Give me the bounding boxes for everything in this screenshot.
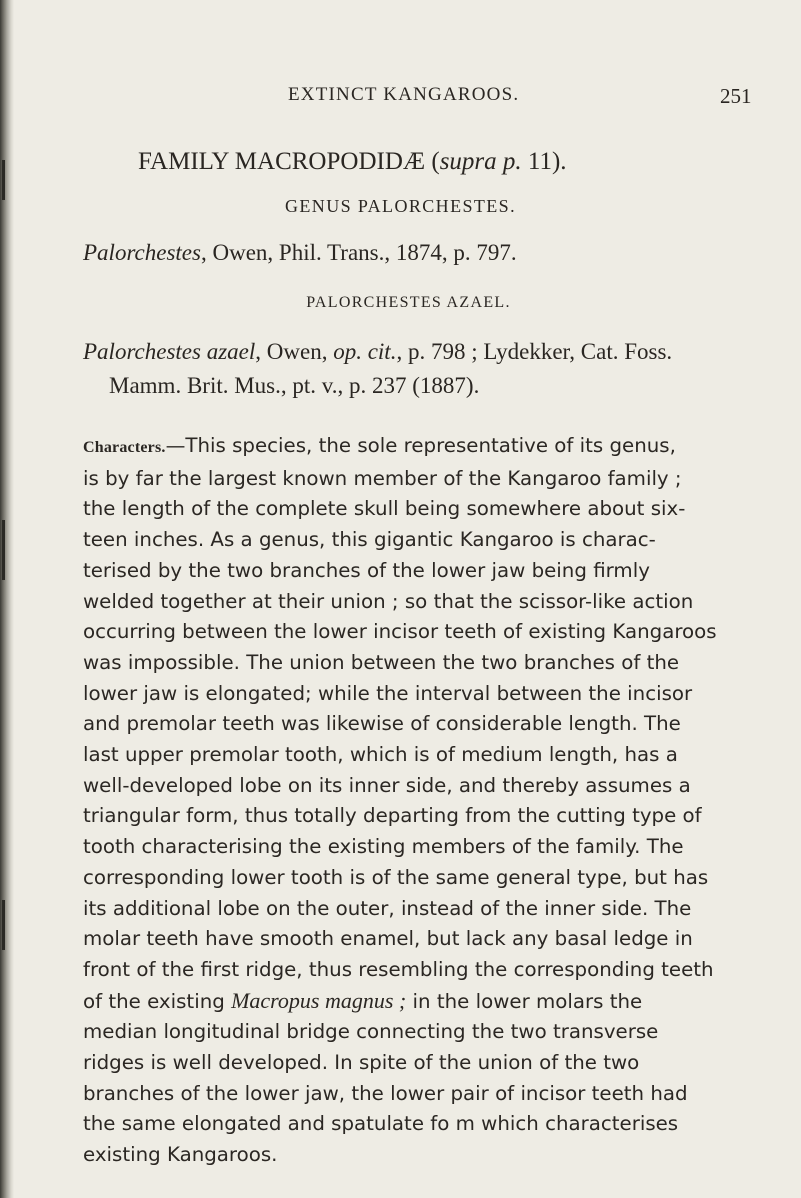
- body-line: existing Kangaroos.: [83, 1143, 278, 1167]
- body-line: occurring between the lower incisor teeth of existing Kangaroos: [83, 620, 717, 644]
- genus-name: Palorchestes: [83, 240, 201, 265]
- body-line: teen inches. As a genus, this gigantic Kangaroo is charac-: [83, 528, 656, 552]
- species-citation: [83, 335, 743, 403]
- body-line-post: in the lower molars the: [406, 989, 643, 1013]
- family-ref: [431, 148, 566, 175]
- body-line: terised by the two branches of the lower jaw being firmly: [83, 558, 650, 582]
- family-ref-italic: supra p.: [439, 148, 522, 175]
- body-line: triangular form, thus totally departing from the cutting type of: [83, 804, 702, 828]
- species-citation-line-2: Mamm. Brit. Mus., pt. v., p. 237 (1887).: [109, 373, 480, 398]
- running-title: EXTINCT KANGAROOS.: [288, 84, 520, 105]
- binding-shadow: [2, 160, 5, 200]
- body-line: branches of the lower jaw, the lower pair of incisor teeth had: [83, 1081, 688, 1105]
- family-name: FAMILY MACROPODIDÆ: [138, 148, 426, 175]
- body-line: was impossible. The union between the two branches of the: [83, 650, 680, 674]
- body-line: the length of the complete skull being somewhere about six-: [83, 497, 686, 521]
- body-line: tooth characterising the existing members of the family. The: [83, 835, 684, 859]
- species-reference-italic: Macropus magnus ;: [231, 987, 407, 1013]
- family-ref-open: (: [431, 148, 440, 175]
- species-heading: PALORCHESTES AZAEL.: [306, 294, 511, 311]
- body-line: [83, 986, 743, 1018]
- species-name: Palorchestes azael: [83, 339, 256, 364]
- body-line: the same elongated and spatulate fo m which characterises: [83, 1112, 679, 1136]
- body-line: last upper premolar tooth, which is of medium length, has a: [83, 743, 678, 767]
- body-line: lower jaw is elongated; while the interval between the incisor: [83, 681, 693, 705]
- body-line-text: —This species, the sole representative of its genus,: [165, 434, 676, 457]
- body-line: front of the first ridge, thus resembling the corresponding teeth: [83, 957, 714, 981]
- species-citation-part-2: , p. 798 ; Lydekker, Cat. Foss.: [396, 339, 673, 364]
- binding-shadow: [2, 520, 5, 580]
- species-citation-part-1: , Owen,: [255, 339, 334, 364]
- body-line: [83, 431, 743, 464]
- body-line: molar teeth have smooth enamel, but lack any basal ledge in: [83, 927, 693, 951]
- running-head: [0, 84, 801, 108]
- body-line: welded together at their union ; so that the scissor-like action: [83, 589, 694, 613]
- body-line: ridges is well developed. In spite of the union of the two: [83, 1051, 640, 1075]
- body-line: and premolar teeth was likewise of considerable length. The: [83, 712, 681, 736]
- binding-shadow: [2, 900, 5, 950]
- body-line: is by far the largest known member of the Kangaroo family ;: [83, 466, 682, 490]
- body-paragraph: [83, 431, 743, 1171]
- page-binding-edge: [0, 0, 14, 1198]
- body-line-pre: of the existing: [83, 989, 232, 1013]
- op-cit: op. cit.: [333, 339, 397, 364]
- family-heading: [138, 148, 567, 176]
- body-line: median longitudinal bridge connecting the two transverse: [83, 1020, 659, 1044]
- body-line: corresponding lower tooth is of the same general type, but has: [83, 865, 709, 889]
- genus-citation: [83, 240, 517, 266]
- body-line: its additional lobe on the outer, instead of the inner side. The: [83, 896, 692, 920]
- page-number: 251: [720, 84, 752, 108]
- genus-citation-text: , Owen, Phil. Trans., 1874, p. 797.: [200, 240, 517, 265]
- species-citation-line-1: [83, 335, 743, 369]
- body-line: well-developed lobe on its inner side, and thereby assumes a: [83, 773, 691, 797]
- genus-heading: GENUS PALORCHESTES.: [285, 196, 516, 216]
- characters-lead: Characters.: [83, 439, 166, 456]
- family-ref-close: 11).: [521, 148, 567, 175]
